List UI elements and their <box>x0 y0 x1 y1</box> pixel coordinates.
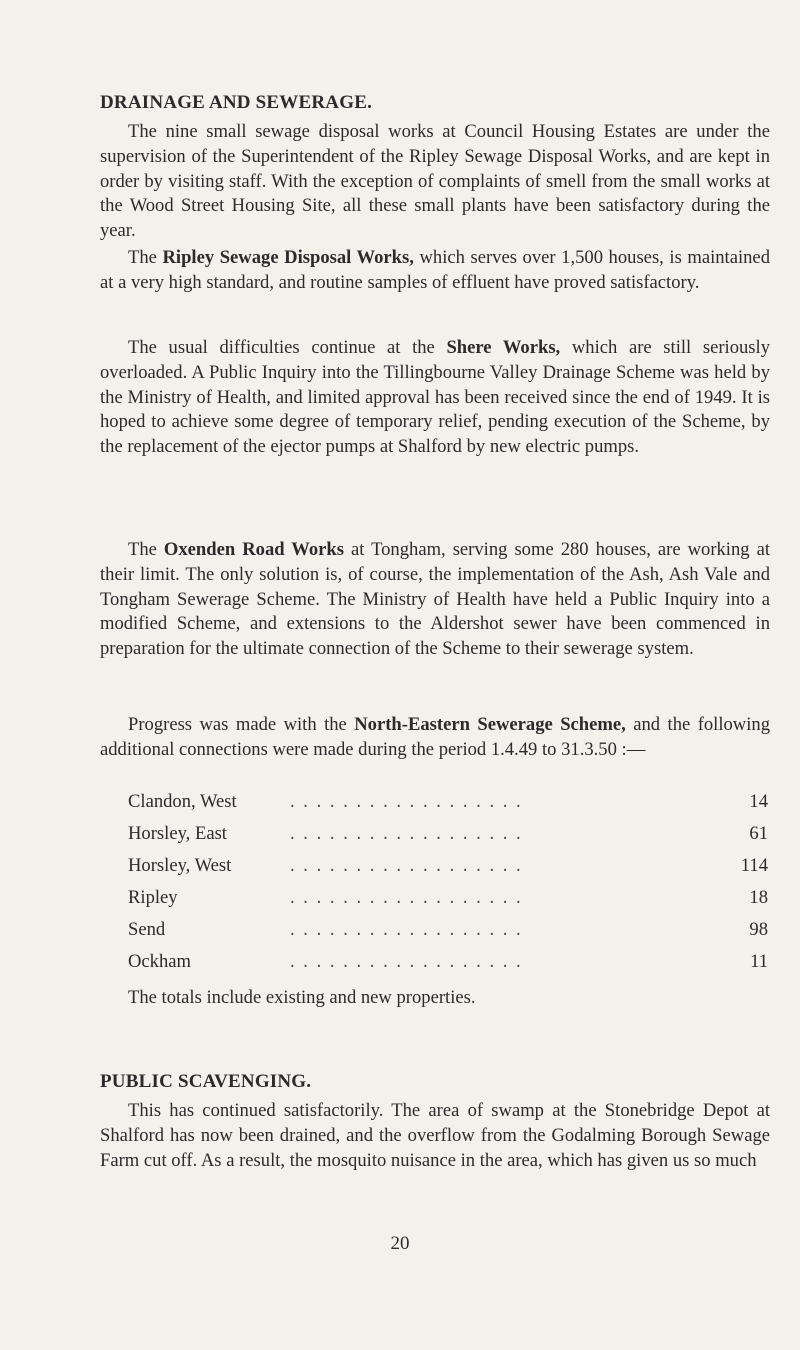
p3-text-post: which are still seriously overloaded. A Public Inquiry into the Tillingbourne Valley Drainage Scheme was held by the Ministry of Health, and limited approval has been received since the end of 1949. It is hoped to achieve some degree of temporary relief, pending execution of the Scheme, by the replacement of the ejector pumps at Shalford by new electric pumps. <box>100 337 770 458</box>
p3-text-pre: The usual difficulties continue at the <box>128 337 447 358</box>
row-leader-dots: . . . . . . . . . . . . . . . . . . <box>290 855 523 876</box>
totals-note: The totals include existing and new properties. <box>128 987 476 1008</box>
row-place: Ockham <box>128 951 191 972</box>
table-row <box>128 951 768 983</box>
drainage-paragraph-1: The nine small sewage disposal works at Council Housing Estates are under the supervision of the Superintendent of the Ripley Sewage Disposal Works, and are kept in order by visiting staff. With the exception of complaints of smell from the small works at the Wood Street Housing Site, all these small plants have been satisfactory during the year. <box>100 121 770 242</box>
row-count: 18 <box>749 887 768 908</box>
p4-text-post: at Tongham, serving some 280 houses, are working at their limit. The only solution is, of course, the implementation of the Ash, Ash Vale and Tongham Sewerage Scheme. The Ministry of Health have held a Public Inquiry into a modified Scheme, and extensions to the Aldershot sewer have been commenced in preparation for the ultimate connection of the Scheme to their sewerage system. <box>100 539 770 660</box>
row-count: 114 <box>740 855 768 876</box>
row-place: Horsley, West <box>128 855 232 876</box>
row-leader-dots: . . . . . . . . . . . . . . . . . . <box>290 791 523 812</box>
connections-table <box>128 791 768 983</box>
p4-text-pre: The <box>128 539 164 560</box>
p2-bold-ripley: Ripley Sewage Disposal Works, <box>162 247 414 268</box>
drainage-paragraph-4 <box>100 538 770 662</box>
row-place: Send <box>128 919 166 940</box>
row-leader-dots: . . . . . . . . . . . . . . . . . . <box>290 887 523 908</box>
p4-bold-oxenden: Oxenden Road Works <box>163 539 344 560</box>
drainage-paragraph-5 <box>100 713 770 763</box>
row-leader-dots: . . . . . . . . . . . . . . . . . . <box>290 951 523 972</box>
row-place: Horsley, East <box>128 823 227 844</box>
p5-bold-north-eastern: North-Eastern Sewerage Scheme, <box>354 714 626 735</box>
p3-bold-shere: Shere Works, <box>446 337 561 358</box>
drainage-heading: DRAINAGE AND SEWERAGE. <box>100 92 373 113</box>
row-count: 14 <box>749 791 768 812</box>
p5-text-post: and the following additional connections were made during the period 1.4.49 to 31.3.50 :— <box>100 714 770 760</box>
row-leader-dots: . . . . . . . . . . . . . . . . . . <box>290 823 523 844</box>
drainage-paragraph-2 <box>100 246 770 296</box>
p2-text-pre: The <box>128 247 163 268</box>
table-row <box>128 791 768 823</box>
row-place: Clandon, West <box>128 791 237 812</box>
table-row <box>128 919 768 951</box>
row-count: 11 <box>750 951 768 972</box>
page-number: 20 <box>390 1233 410 1254</box>
table-row <box>128 887 768 919</box>
p2-text-post: which serves over 1,500 houses, is maintained at a very high standard, and routine samples of effluent have proved satisfactory. <box>100 247 770 293</box>
row-count: 61 <box>749 823 768 844</box>
drainage-paragraph-3 <box>100 336 770 460</box>
scavenging-paragraph-1: This has continued satisfactorily. The area of swamp at the Stonebridge Depot at Shalford has now been drained, and the overflow from the Godalming Borough Sewage Farm cut off. As a result, the mosquito nuisance in the area, which has given us so much <box>100 1100 770 1171</box>
row-place: Ripley <box>128 887 178 908</box>
p5-text-pre: Progress was made with the <box>128 714 355 735</box>
row-count: 98 <box>749 919 768 940</box>
row-leader-dots: . . . . . . . . . . . . . . . . . . <box>290 919 523 940</box>
table-row <box>128 855 768 887</box>
scavenging-heading: PUBLIC SCAVENGING. <box>100 1071 312 1092</box>
table-row <box>128 823 768 855</box>
